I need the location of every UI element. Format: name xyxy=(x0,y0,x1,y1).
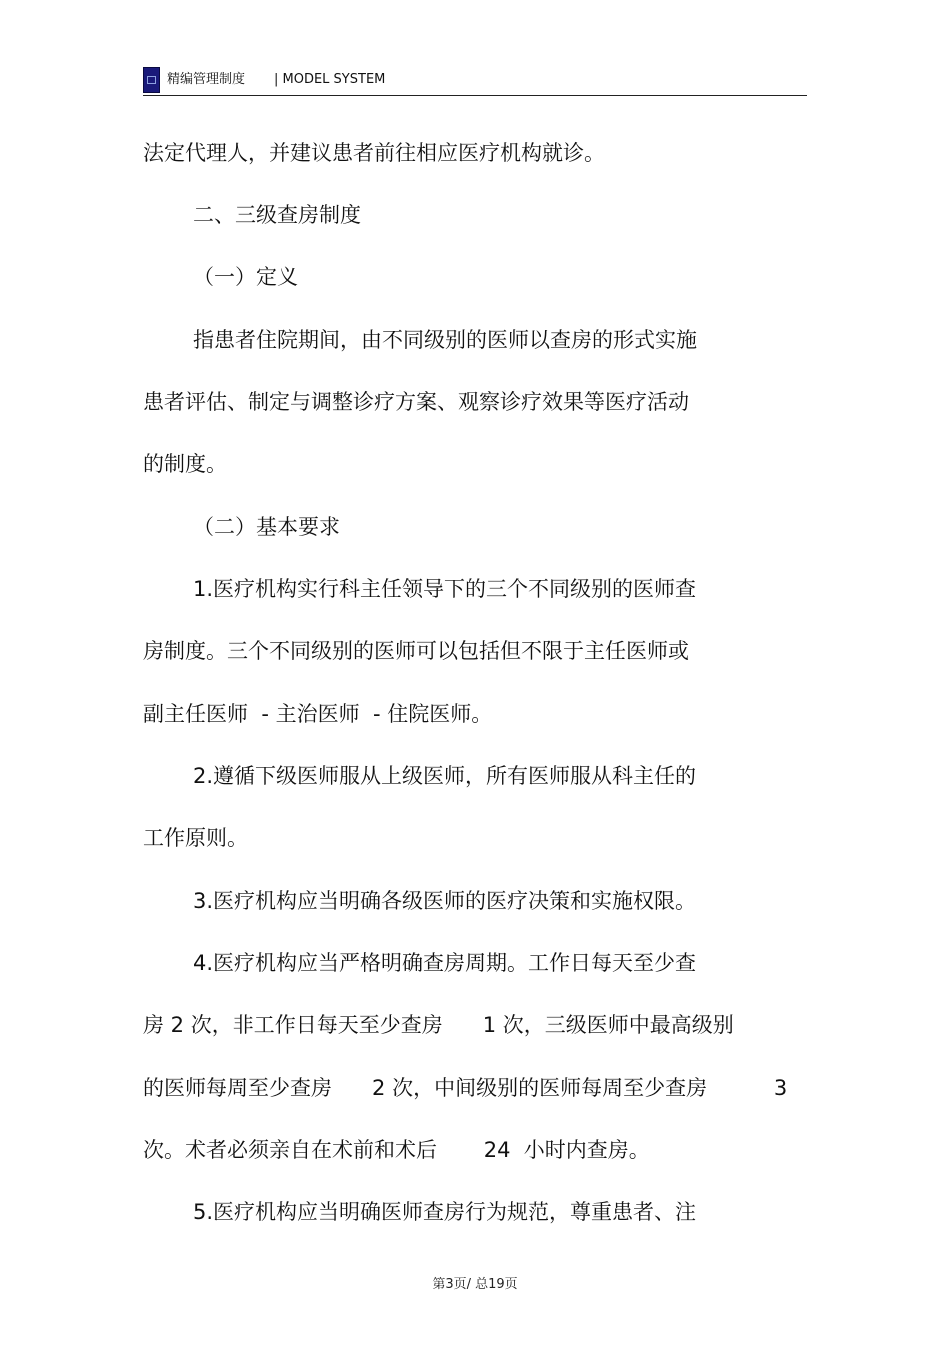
text-line: 5.医疗机构应当明确医师查房行为规范，尊重患者、注 xyxy=(193,1200,697,1224)
page-header xyxy=(143,64,807,96)
logo-mark xyxy=(147,76,156,84)
subsection-heading: （二）基本要求 xyxy=(193,515,340,539)
text-line: 4.医疗机构应当严格明确查房周期。工作日每天至少查 xyxy=(193,951,697,975)
section-heading: 二、三级查房制度 xyxy=(193,203,361,227)
text-line: 房 2 次，非工作日每天至少查房 1 次，三级医师中最高级别 xyxy=(143,1013,734,1037)
text-line: 1.医疗机构实行科主任领导下的三个不同级别的医师查 xyxy=(193,577,697,601)
header-title: 精编管理制度 xyxy=(167,72,246,87)
logo-icon xyxy=(143,67,160,93)
subsection-heading: （一）定义 xyxy=(193,265,298,289)
text-line: 副主任医师 - 主治医师 - 住院医师。 xyxy=(143,702,493,726)
text-line: 2.遵循下级医师服从上级医师，所有医师服从科主任的 xyxy=(193,764,697,788)
text-line: 房制度。三个不同级别的医师可以包括但不限于主任医师或 xyxy=(143,639,689,663)
header-subtitle: | MODEL SYSTEM xyxy=(274,72,386,87)
text-line: 工作原则。 xyxy=(143,826,248,850)
page-number: 第3页/ 总19页 xyxy=(432,1277,518,1292)
text-line: 的医师每周至少查房 2 次，中间级别的医师每周至少查房 3 xyxy=(143,1076,788,1100)
text-line: 患者评估、制定与调整诊疗方案、观察诊疗效果等医疗活动 xyxy=(143,390,689,414)
text-line: 法定代理人，并建议患者前往相应医疗机构就诊。 xyxy=(143,141,605,165)
text-line: 次。术者必须亲自在术前和术后 24 小时内查房。 xyxy=(143,1138,650,1162)
text-line: 3.医疗机构应当明确各级医师的医疗决策和实施权限。 xyxy=(193,889,697,913)
text-line: 指患者住院期间，由不同级别的医师以查房的形式实施 xyxy=(193,328,697,352)
text-line: 的制度。 xyxy=(143,452,227,476)
